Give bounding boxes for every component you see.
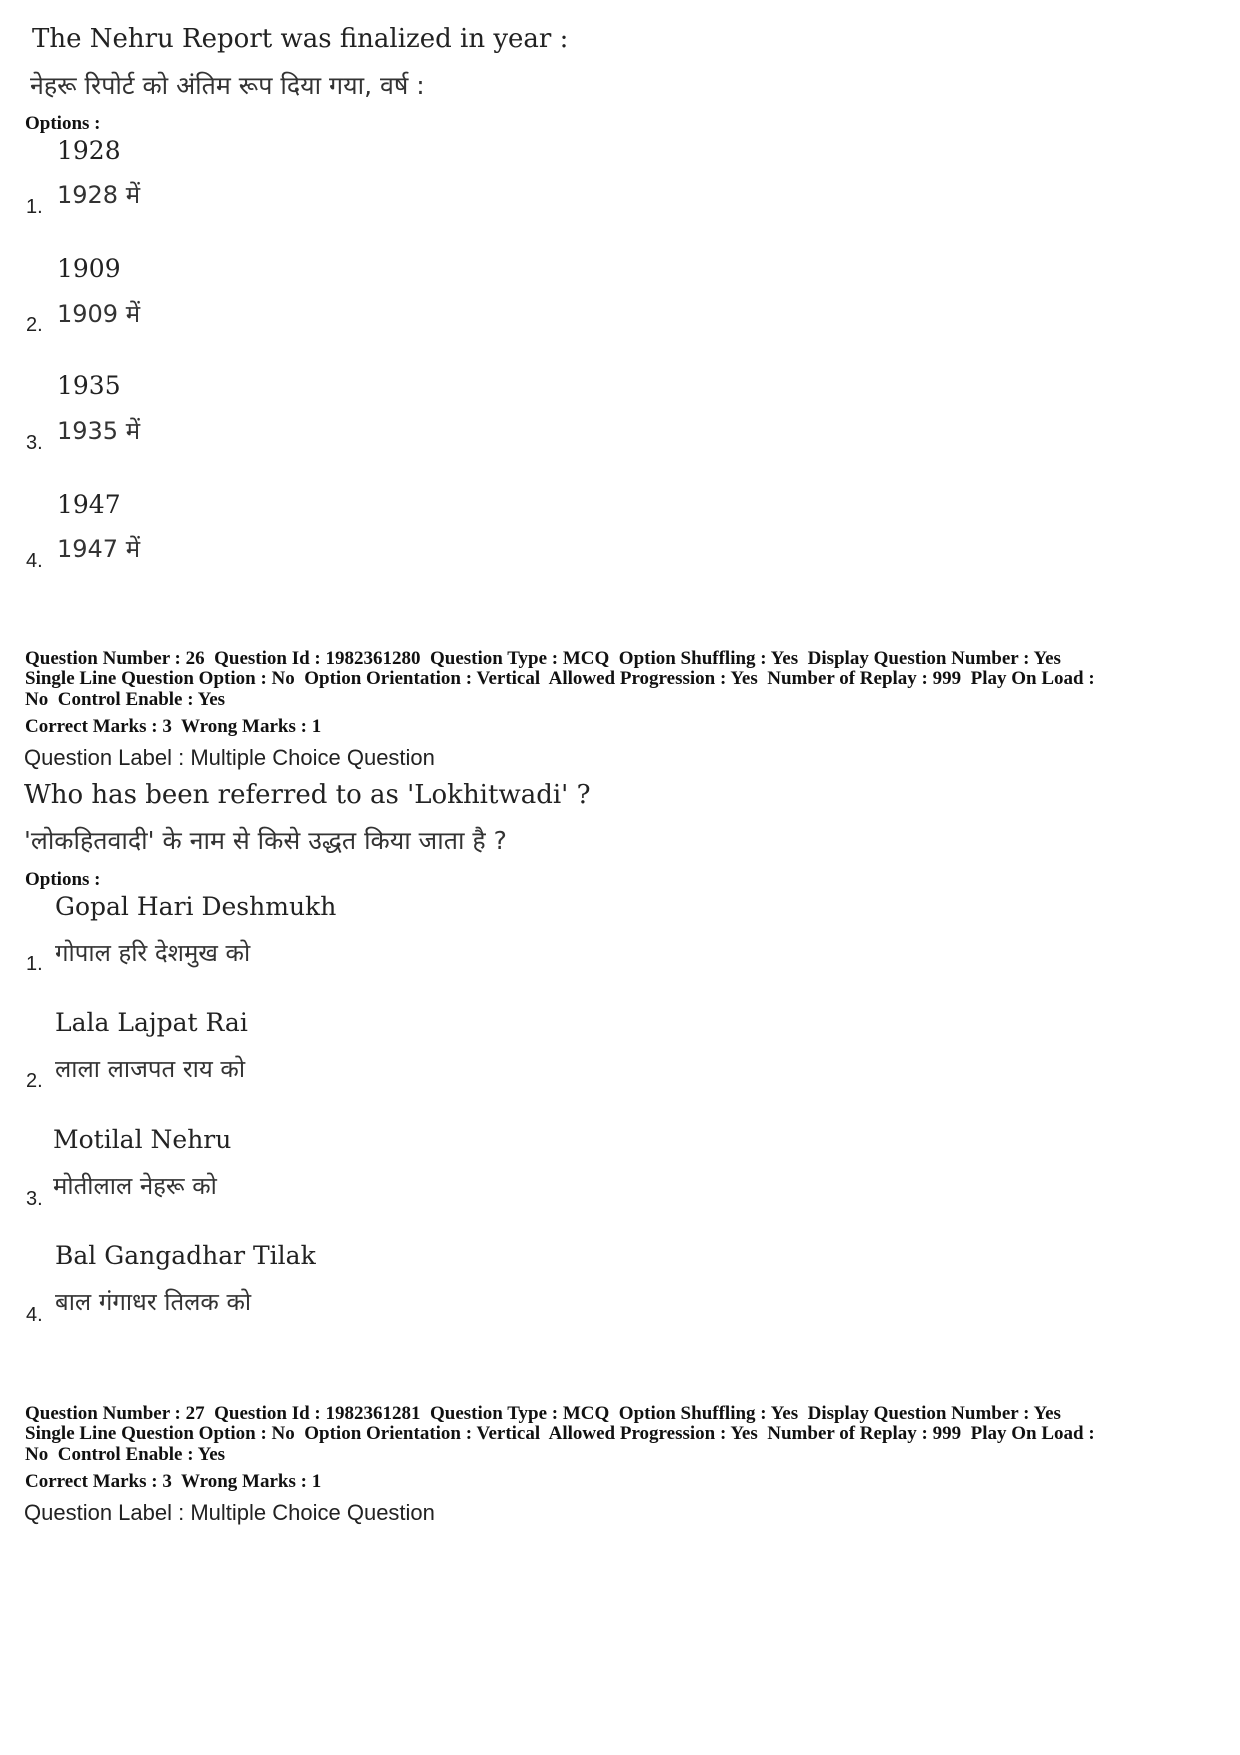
option-number: 2. xyxy=(26,314,43,336)
option-text-hindi: 1909 में xyxy=(57,300,141,328)
option-text-english: 1909 xyxy=(57,254,121,283)
question-25-text-english: The Nehru Report was finalized in year : xyxy=(32,24,569,54)
option-number: 1. xyxy=(26,196,43,218)
question-26-meta-line-3: No Control Enable : Yes xyxy=(25,689,226,710)
option-text-english: Bal Gangadhar Tilak xyxy=(55,1241,316,1270)
option-number: 4. xyxy=(26,1304,43,1326)
question-27-meta-line-3: No Control Enable : Yes xyxy=(25,1444,226,1465)
question-27-label: Question Label : Multiple Choice Question xyxy=(24,1500,435,1525)
option-text-english: 1928 xyxy=(57,136,121,165)
options-heading: Options : xyxy=(25,869,101,890)
question-27-meta-line-1: Question Number : 27 Question Id : 1982361281 Question Type : MCQ Option Shuffling : Yes Display Question Number : Yes xyxy=(25,1403,1061,1424)
question-27-meta-line-2: Single Line Question Option : No Option Orientation : Vertical Allowed Progression : Yes Number of Replay : 999 Play On Load : xyxy=(25,1423,1095,1444)
option-number: 3. xyxy=(26,432,43,454)
option-text-hindi: लाला लाजपत राय को xyxy=(55,1055,246,1083)
question-26-marks: Correct Marks : 3 Wrong Marks : 1 xyxy=(25,716,322,737)
option-number: 2. xyxy=(26,1070,43,1092)
option-text-english: Gopal Hari Deshmukh xyxy=(55,892,337,921)
option-number: 1. xyxy=(26,953,43,975)
question-25-text-hindi: नेहरू रिपोर्ट को अंतिम रूप दिया गया, वर्ष : xyxy=(30,71,425,100)
options-heading: Options : xyxy=(25,113,101,134)
option-text-hindi: 1947 में xyxy=(57,535,141,563)
option-text-english: Lala Lajpat Rai xyxy=(55,1008,248,1037)
option-text-english: 1935 xyxy=(57,371,121,400)
question-26-meta-line-1: Question Number : 26 Question Id : 1982361280 Question Type : MCQ Option Shuffling : Yes Display Question Number : Yes xyxy=(25,648,1061,669)
question-26-label: Question Label : Multiple Choice Question xyxy=(24,745,435,770)
option-text-hindi: 1935 में xyxy=(57,417,141,445)
option-text-english: Motilal Nehru xyxy=(53,1125,232,1154)
option-text-hindi: बाल गंगाधर तिलक को xyxy=(55,1288,252,1316)
option-number: 3. xyxy=(26,1188,43,1210)
option-number: 4. xyxy=(26,550,43,572)
option-text-english: 1947 xyxy=(57,490,121,519)
question-26-text-english: Who has been referred to as 'Lokhitwadi' ? xyxy=(24,780,591,810)
question-26-text-hindi: 'लोकहितवादी' के नाम से किसे उद्धत किया जाता है ? xyxy=(24,826,507,855)
option-text-hindi: 1928 में xyxy=(57,181,141,209)
option-text-hindi: मोतीलाल नेहरू को xyxy=(53,1172,217,1200)
option-text-hindi: गोपाल हरि देशमुख को xyxy=(55,939,251,967)
question-27-marks: Correct Marks : 3 Wrong Marks : 1 xyxy=(25,1471,322,1492)
question-26-meta-line-2: Single Line Question Option : No Option Orientation : Vertical Allowed Progression : Yes Number of Replay : 999 Play On Load : xyxy=(25,668,1095,689)
